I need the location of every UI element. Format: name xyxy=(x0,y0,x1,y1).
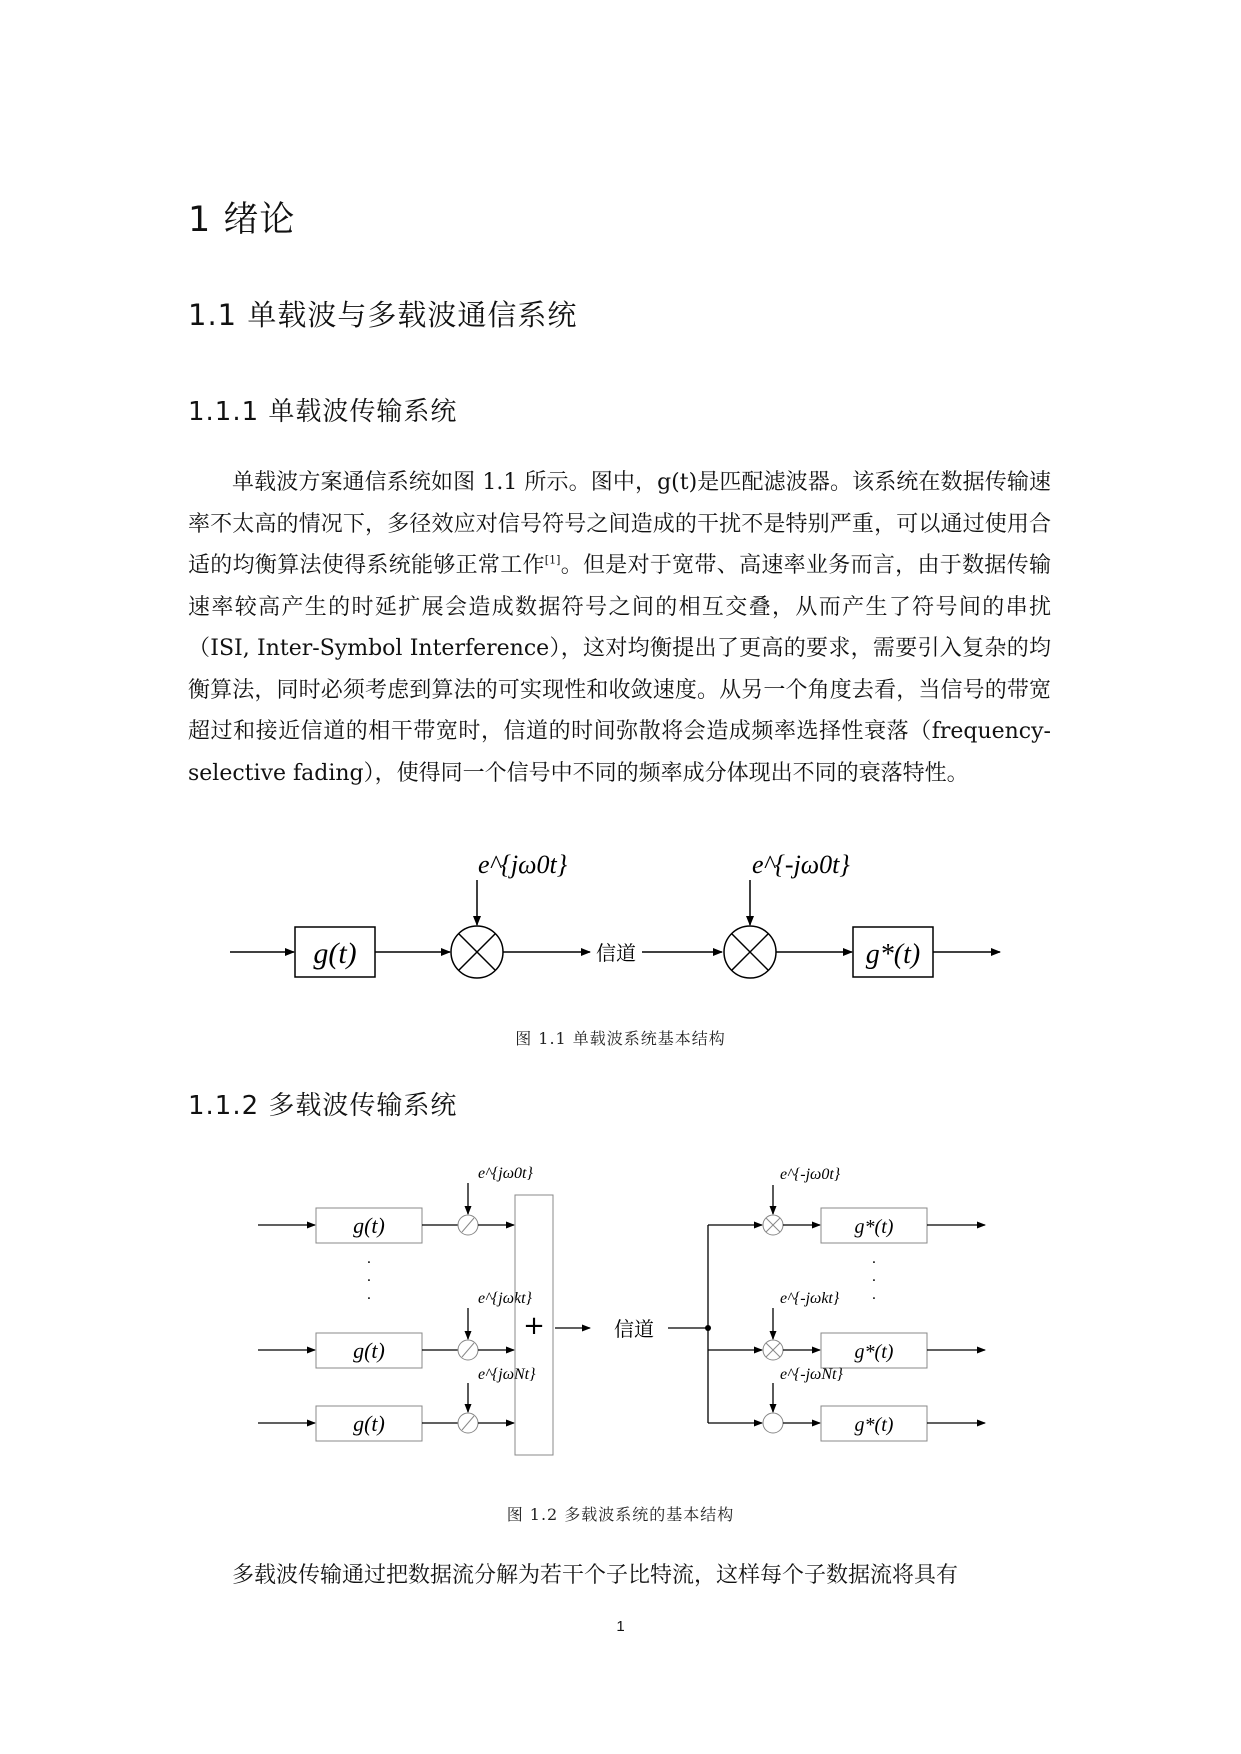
tx-branch-n xyxy=(258,1366,536,1441)
rx-ellipsis-dot-1: · xyxy=(871,1255,877,1271)
tx-carrier-label-0: e^{jω0t} xyxy=(478,1165,533,1182)
paragraph-single-carrier xyxy=(188,462,1051,794)
tx-branch-k xyxy=(258,1290,533,1368)
channel-label: 信道 xyxy=(596,941,636,965)
rx-ellipsis-dot-3: · xyxy=(871,1291,877,1307)
channel-label: 信道 xyxy=(614,1317,654,1341)
section-title: 1.1 单载波与多载波通信系统 xyxy=(188,298,578,332)
figure-single-carrier-diagram xyxy=(0,840,1241,1000)
subsection-title-multi-carrier: 1.1.2 多载波传输系统 xyxy=(188,1091,458,1121)
tx-ellipsis-dot-1: · xyxy=(366,1255,372,1271)
tx-filter-label: g(t) xyxy=(313,937,357,970)
paragraph-text: 单载波方案通信系统如图 1.1 所示。图中，g(t)是匹配滤波器。该系统在数据传输速率不太高的情况下，多径效应对信号符号之间造成的干扰不是特别严重，可以通过使用合适的均衡算法使得系统能够正常工作 xyxy=(188,470,1051,578)
subsection-title-single-carrier: 1.1.1 单载波传输系统 xyxy=(188,397,458,427)
tx-filter-label-k: g(t) xyxy=(353,1338,385,1363)
summer-plus-icon: + xyxy=(523,1311,545,1341)
chapter-title: 1 绪论 xyxy=(188,200,296,240)
rx-filter-label-0: g*(t) xyxy=(854,1216,894,1238)
tx-carrier-label: e^{jω0t} xyxy=(478,850,568,879)
tx-filter-label-n: g(t) xyxy=(353,1411,385,1436)
figure2-caption: 图 1.2 多载波系统的基本结构 xyxy=(506,1505,735,1524)
rx-carrier-label-n: e^{-jωNt} xyxy=(780,1366,843,1383)
page-number: 1 xyxy=(616,1618,625,1635)
rx-branch-n xyxy=(708,1366,985,1441)
tx-filter-label-0: g(t) xyxy=(353,1213,385,1238)
rx-filter-label: g*(t) xyxy=(865,939,921,970)
figure1-caption: 图 1.1 单载波系统基本结构 xyxy=(515,1029,726,1048)
rx-filter-label-k: g*(t) xyxy=(854,1341,894,1363)
rx-branch-0 xyxy=(708,1166,985,1243)
rx-carrier-label-0: e^{-jω0t} xyxy=(780,1166,841,1183)
paragraph-text-continued: 。但是对于宽带、高速率业务而言，由于数据传输速率较高产生的时延扩展会造成数据符号之间的相互交叠，从而产生了符号间的串扰（ISI, Inter-Symbol Interference），这对均衡提出了更高的要求，需要引入复杂的均衡算法，同时必须考虑到算法的可实现性和收敛速度。从另一个角度去看，当信号的带宽超过和接近信道的相干带宽时，信道的时间弥散将会造成频率选择性衰落（frequency-selective fading），使得同一个信号中不同的频率成分体现出不同的衰落特性。 xyxy=(188,553,1051,786)
citation-marker: [1] xyxy=(544,553,561,567)
rx-mixer-icon xyxy=(724,926,776,978)
rx-ellipsis-dot-2: · xyxy=(871,1273,877,1289)
tx-mixer-icon xyxy=(451,926,503,978)
tx-ellipsis-dot-3: · xyxy=(366,1291,372,1307)
rx-filter-label-n: g*(t) xyxy=(854,1414,894,1436)
tx-branch-0 xyxy=(258,1165,533,1243)
tx-carrier-label-k: e^{jωkt} xyxy=(478,1290,532,1307)
rx-carrier-label-k: e^{-jωkt} xyxy=(780,1290,840,1307)
tx-carrier-label-n: e^{jωNt} xyxy=(478,1366,536,1383)
paragraph-multi-carrier: 多载波传输通过把数据流分解为若干个子比特流，这样每个子数据流将具有 xyxy=(232,1563,959,1588)
figure-multi-carrier-diagram xyxy=(0,1145,1241,1475)
tx-ellipsis-dot-2: · xyxy=(366,1273,372,1289)
rx-carrier-label: e^{-jω0t} xyxy=(752,850,850,879)
rx-branch-k xyxy=(708,1290,985,1368)
